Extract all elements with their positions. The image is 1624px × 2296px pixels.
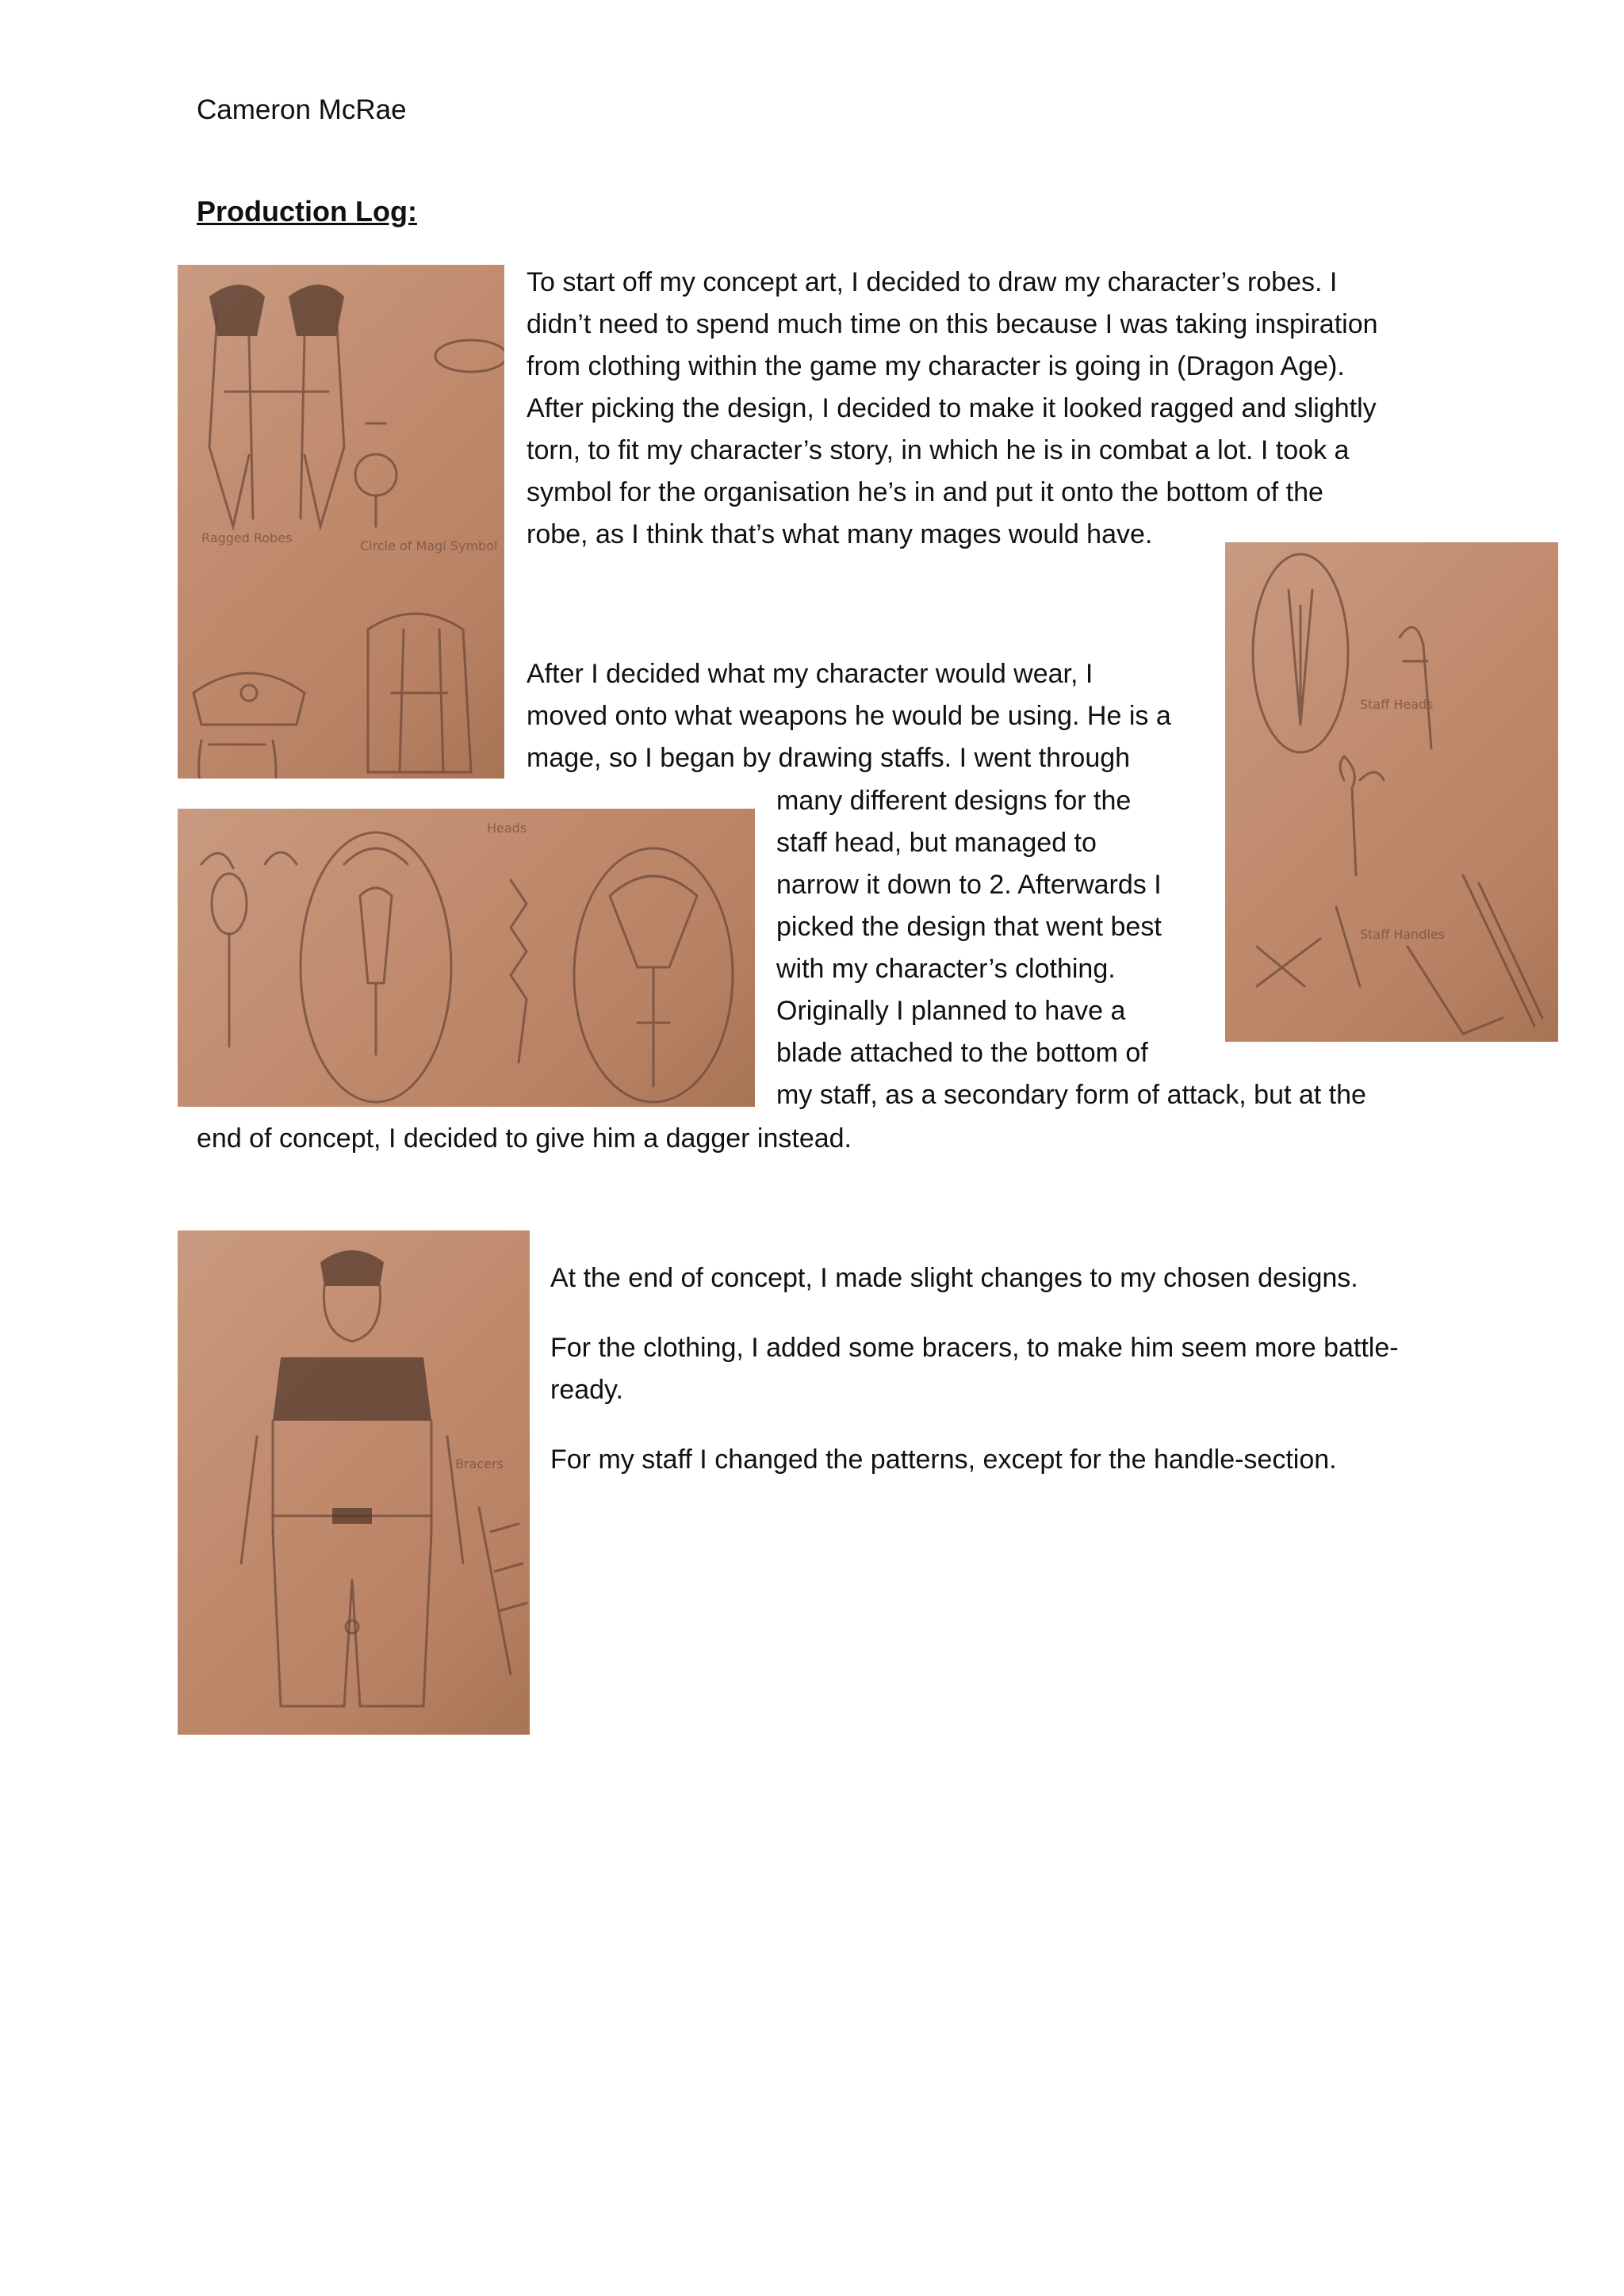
- text-line: many different designs for the: [776, 786, 1132, 816]
- robe-note-ragged: Ragged Robes: [201, 530, 293, 545]
- text-line: After picking the design, I decided to make it looked ragged and slightly: [527, 393, 1377, 423]
- text-line: picked the design that went best: [776, 912, 1162, 942]
- author-name: Cameron McRae: [197, 94, 407, 125]
- robe-note-symbol: Circle of Magi Symbol: [360, 538, 498, 553]
- paragraph-clothing-change: For the clothing, I added some bracers, to make him seem more battle-: [550, 1333, 1399, 1363]
- text-line: staff head, but managed to: [776, 828, 1097, 858]
- robe-sketch-photo: [178, 265, 504, 779]
- text-line: my staff, as a secondary form of attack, but at the: [776, 1080, 1366, 1110]
- paragraph-clothing-change-cont: ready.: [550, 1375, 623, 1405]
- text-line: To start off my concept art, I decided to draw my character’s robes. I: [527, 267, 1338, 297]
- robe-sketch-icon: [178, 265, 504, 779]
- paragraph-changes-intro: At the end of concept, I made slight changes to my chosen designs.: [550, 1263, 1358, 1293]
- character-sketch-icon: [178, 1230, 530, 1735]
- character-sketch-photo: [178, 1230, 530, 1735]
- paragraph-weapons-a: [527, 653, 1171, 779]
- text-line: robe, as I think that’s what many mages would have.: [527, 519, 1153, 549]
- paragraph-weapons-b: [776, 780, 1366, 1116]
- text-line: moved onto what weapons he would be using. He is a: [527, 701, 1171, 731]
- staff-note-handles: Staff Handles: [1360, 927, 1446, 942]
- text-line: end of concept, I decided to give him a dagger instead.: [197, 1123, 852, 1154]
- text-line: narrow it down to 2. Afterwards I: [776, 870, 1162, 900]
- text-line: torn, to fit my character’s story, in which he is in combat a lot. I took a: [527, 435, 1350, 465]
- text-line: blade attached to the bottom of: [776, 1038, 1148, 1068]
- text-line: symbol for the organisation he’s in and put it onto the bottom of the: [527, 477, 1323, 507]
- text-line: with my character’s clothing.: [776, 954, 1116, 984]
- staff-heads-note: Heads: [487, 821, 527, 836]
- text-line: Originally I planned to have a: [776, 996, 1126, 1026]
- text-line: mage, so I began by drawing staffs. I went through: [527, 743, 1131, 773]
- paragraph-robes: [527, 262, 1378, 556]
- staff-heads-sketch-icon: [178, 809, 755, 1107]
- text-line: didn’t need to spend much time on this because I was taking inspiration: [527, 309, 1378, 339]
- text-line: After I decided what my character would wear, I: [527, 659, 1094, 689]
- text-line: from clothing within the game my character is going in (Dragon Age).: [527, 351, 1345, 381]
- staff-heads-sketch-photo: [178, 809, 755, 1107]
- document-heading: Production Log:: [197, 195, 417, 228]
- staff-note-heads: Staff Heads: [1360, 697, 1434, 712]
- character-note-bracers: Bracers: [455, 1456, 504, 1471]
- paragraph-staff-change: For my staff I changed the patterns, except for the handle-section.: [550, 1445, 1337, 1475]
